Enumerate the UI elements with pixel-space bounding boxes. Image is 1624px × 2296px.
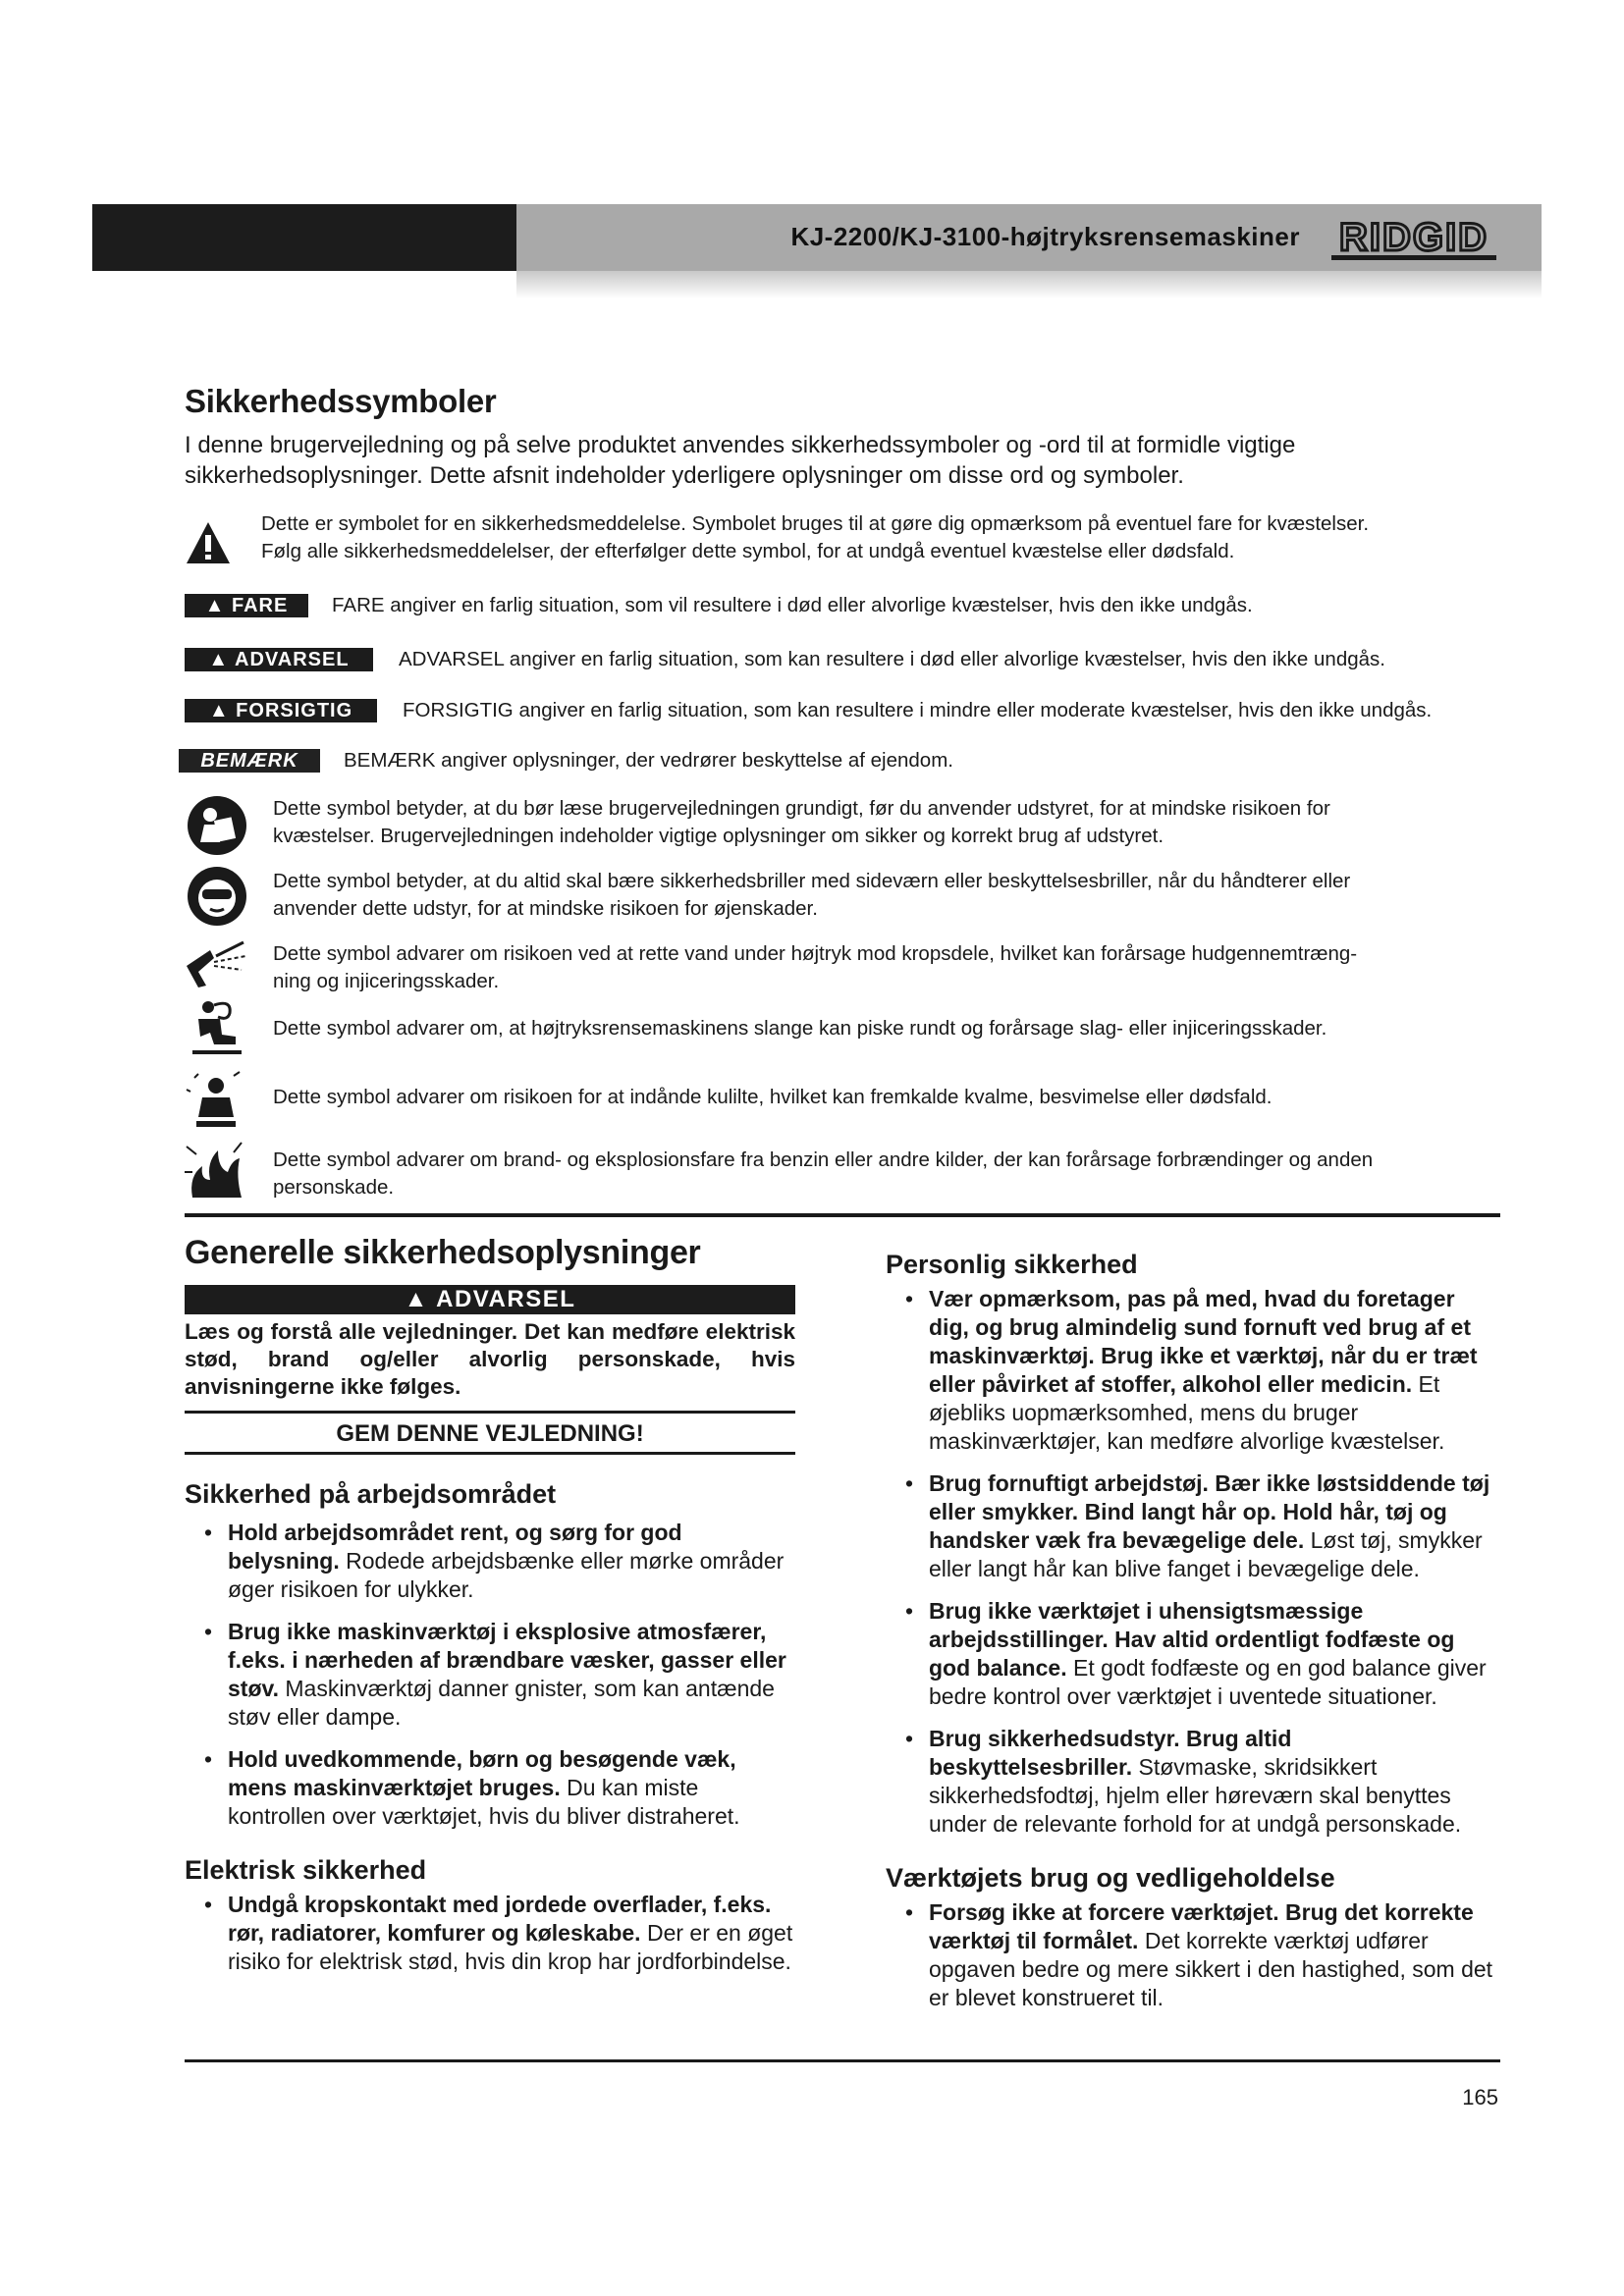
tool-use-heading: Værktøjets brug og vedligeholdelse <box>886 1863 1335 1893</box>
list-item <box>886 1597 1500 1711</box>
list-item <box>185 1891 795 1976</box>
list-item-text: Det korrekte værktøj udfører opgaven bedre og mere sikkert i den hastighed, som det er blevet konstrueret til. <box>929 1928 1493 2010</box>
list-item-bold: Brug ikke værktøjet i uhensigtsmæssige arbejdsstillinger. Hav altid ordentligt fodfæste og god balance. <box>929 1598 1455 1681</box>
list-item-text: Et øjebliks uopmærksomhed, mens du bruger maskinværktøjer, kan medføre alvorlige kvæstelser. <box>929 1371 1445 1454</box>
carbon-monoxide-text-1: Dette symbol advarer om risikoen for at indånde kulilte, hvilket kan fremkalde kvalme, besvimelse eller dødsfald. <box>273 1086 1272 1108</box>
carbon-monoxide-icon <box>185 1068 247 1131</box>
read-manual-text-2: kvæstelser. Brugervejledningen indeholder vigtige oplysninger om sikker og korrekt brug af udstyret. <box>273 825 1164 847</box>
list-item-text: Et godt fodfæste og en god balance giver bedre kontrol over værktøjet i uventede situationer. <box>929 1655 1487 1709</box>
list-item <box>185 1618 795 1732</box>
general-warning-text: Læs og forstå alle vejledninger. Det kan medføre elektrisk stød, brand og/eller alvorlig personskade, hvis anvisningerne ikke følges. <box>185 1318 795 1414</box>
general-warning-label: ADVARSEL <box>436 1286 576 1312</box>
list-item-bold: Hold arbejdsområdet rent, og sørg for god belysning. <box>228 1520 682 1574</box>
header-title: KJ-2200/KJ-3100-højtryksrensemaskiner <box>790 222 1300 251</box>
header-dark-block <box>92 204 516 271</box>
work-area-heading: Sikkerhed på arbejdsområdet <box>185 1479 557 1509</box>
list-item-bold: Brug fornuftigt arbejdstøj. Bær ikke løstsiddende tøj eller smykker. Bind langt hår op. Hold hår, tøj og handsker væk fra bevægelige dele. <box>929 1470 1490 1553</box>
bottom-divider <box>185 2059 1500 2062</box>
signal-bemaerk-label: BEMÆRK <box>200 750 298 772</box>
injection-hazard-text-2: ning og injiceringsskader. <box>273 970 500 992</box>
ridgid-logo <box>1331 216 1496 261</box>
list-item <box>185 1745 795 1831</box>
hose-whip-icon <box>192 999 242 1056</box>
injection-hazard-icon <box>185 936 249 989</box>
work-area-list <box>185 1519 795 1831</box>
tool-use-list <box>886 1898 1500 2012</box>
read-manual-icon <box>187 795 247 856</box>
fire-explosion-text-1: Dette symbol advarer om brand- og eksplosionsfare fra benzin eller andre kilder, der kan forårsage forbrændinger og anden <box>273 1148 1374 1171</box>
list-item-bold: Hold uvedkommende, børn og besøgende væk, mens maskinværktøjet bruges. <box>228 1746 736 1800</box>
signal-advarsel-text: ADVARSEL angiver en farlig situation, som kan resultere i død eller alvorlige kvæstelser, hvis den ikke undgås. <box>399 648 1385 670</box>
list-item-text: Rodede arbejdsbænke eller mørke områder øger risikoen for ulykker. <box>228 1548 785 1602</box>
signal-fare-label: FARE <box>232 595 289 616</box>
list-item <box>185 1519 795 1604</box>
section-divider <box>185 1213 1500 1217</box>
electrical-list <box>185 1891 795 1976</box>
list-item-bold: Undgå kropskontakt med jordede overflader, f.eks. rør, radiatorer, komfurer og køleskabe. <box>228 1892 772 1946</box>
hose-whip-text-1: Dette symbol advarer om, at højtryksrensemaskinens slange kan piske rundt og forårsage slag- eller injiceringsskader. <box>273 1017 1327 1040</box>
safety-glasses-text-2: anvender dette udstyr, for at mindske risikoen for øjenskader. <box>273 897 818 920</box>
list-item <box>886 1898 1500 2012</box>
list-item-text: Støvmaske, skridsikkert sikkerhedsfodtøj, hjelm eller høreværn skal benyttes under de relevante forhold for at undgå personskade. <box>929 1754 1462 1837</box>
electrical-heading: Elektrisk sikkerhed <box>185 1855 427 1885</box>
safety-glasses-icon <box>187 866 247 927</box>
list-item <box>886 1469 1500 1583</box>
signal-fare-badge: ▲ FARE <box>185 594 308 617</box>
page-header <box>92 204 1542 271</box>
injection-hazard-text-1: Dette symbol advarer om risikoen ved at rette vand under højtryk mod kropsdele, hvilket kan forårsage hudgennemtræng- <box>273 942 1358 965</box>
fire-explosion-text-2: personskade. <box>273 1176 395 1199</box>
list-item <box>886 1285 1500 1456</box>
list-item-text: Der er en øget risiko for elektrisk stød, hvis din krop har jordforbindelse. <box>228 1920 793 1974</box>
general-warning-bar: ▲ ADVARSEL <box>185 1285 795 1314</box>
keep-instructions: GEM DENNE VEJLEDNING! <box>185 1414 795 1455</box>
symbols-heading: Sikkerhedssymboler <box>185 383 497 419</box>
signal-advarsel-label: ADVARSEL <box>235 649 350 670</box>
general-heading: Generelle sikkerhedsoplysninger <box>185 1234 701 1271</box>
fire-explosion-icon <box>183 1137 249 1201</box>
list-item-text: Maskinværktøj danner gnister, som kan antænde støv eller dampe. <box>228 1676 775 1730</box>
safety-glasses-text-1: Dette symbol betyder, at du altid skal bære sikkerhedsbriller med sideværn eller beskyttelsesbriller, når du håndterer eller <box>273 870 1351 892</box>
list-item-bold: Brug ikke maskinværktøj i eksplosive atmosfærer, f.eks. i nærheden af brændbare væsker, gasser eller støv. <box>228 1619 786 1701</box>
list-item <box>886 1725 1500 1839</box>
list-item-bold: Forsøg ikke at forcere værktøjet. Brug det korrekte værktøj til formålet. <box>929 1899 1474 1953</box>
list-item-bold: Brug sikkerhedsudstyr. Brug altid beskyttelsesbriller. <box>929 1726 1292 1780</box>
alert-line-1: Dette er symbolet for en sikkerhedsmeddelelse. Symbolet bruges til at gøre dig opmærksom på eventuel fare for kvæstelser. <box>261 512 1370 535</box>
list-item-bold: Vær opmærksom, pas på med, hvad du foretager dig, og brug almindelig sund fornuft ved brug af et maskinværktøj. Brug ikke et værktøj, når du er træt eller påvirket af stoffer, alkohol eller medicin. <box>929 1286 1478 1397</box>
list-item-text: Løst tøj, smykker eller langt hår kan blive fanget i bevægelige dele. <box>929 1527 1483 1581</box>
symbols-intro: I denne brugervejledning og på selve produktet anvendes sikkerhedssymboler og -ord til at formidle vigtige sikkerhedsoplysninger. Dette afsnit indeholder yderligere oplysninger om disse ord og symboler. <box>185 432 1296 489</box>
right-column <box>886 1251 1500 2012</box>
alert-line-2: Følg alle sikkerhedsmeddelelser, der efterfølger dette symbol, for at undgå eventuel kvæstelse eller dødsfald. <box>261 540 1235 562</box>
header-shadow <box>516 271 1542 298</box>
signal-fare-text: FARE angiver en farlig situation, som vil resultere i død eller alvorlige kvæstelser, hvis den ikke undgås. <box>332 594 1253 616</box>
signal-forsigtig-label: FORSIGTIG <box>236 700 353 721</box>
read-manual-text-1: Dette symbol betyder, at du bør læse brugervejledningen grundigt, før du anvender udstyret, for at mindske risikoen for <box>273 797 1330 820</box>
list-item-text: Du kan miste kontrollen over værktøjet, hvis du bliver distraheret. <box>228 1775 740 1829</box>
left-column <box>185 1234 795 1976</box>
signal-bemaerk-badge <box>179 749 320 773</box>
page-number: 165 <box>1462 2085 1498 2109</box>
signal-advarsel-badge: ▲ ADVARSEL <box>185 648 373 671</box>
svg-text:RIDGID: RIDGID <box>1339 216 1489 259</box>
signal-forsigtig-badge: ▲ FORSIGTIG <box>185 699 377 722</box>
signal-bemaerk-text: BEMÆRK angiver oplysninger, der vedrører beskyttelse af ejendom. <box>344 749 953 772</box>
personal-list <box>886 1285 1500 1839</box>
personal-heading: Personlig sikkerhed <box>886 1250 1138 1279</box>
signal-forsigtig-text: FORSIGTIG angiver en farlig situation, som kan resultere i mindre eller moderate kvæstelser, hvis den ikke undgås. <box>403 699 1433 721</box>
safety-alert-icon <box>185 520 232 565</box>
